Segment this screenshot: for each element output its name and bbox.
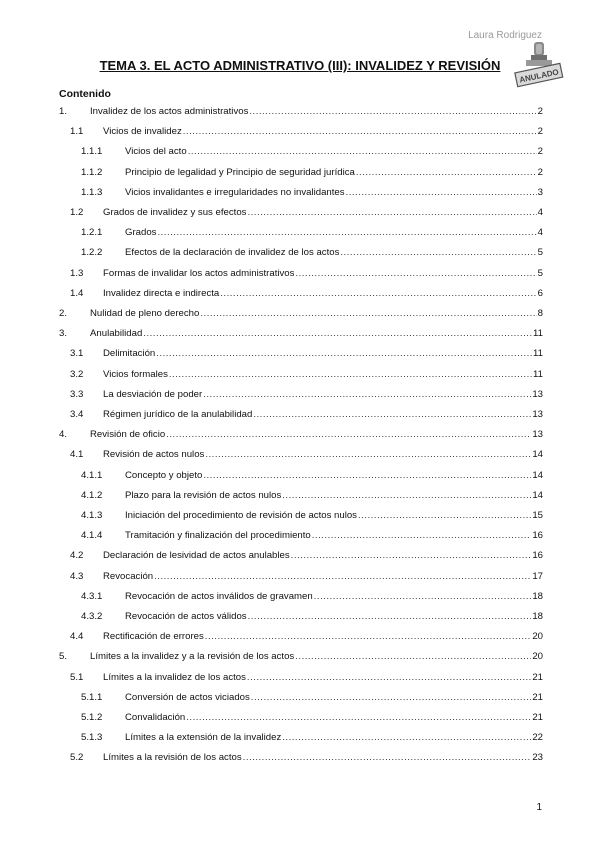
toc-entry-page: 23: [532, 752, 543, 764]
toc-entry-line: [90, 324, 543, 344]
toc-dot-leader: [220, 284, 536, 304]
toc-entry-title: Plazo para la revisión de actos nulos: [125, 489, 282, 501]
toc-entry-line: [103, 668, 543, 688]
toc-dot-leader: [157, 223, 536, 243]
toc-dot-leader: [203, 385, 531, 405]
anulado-stamp-icon: [514, 40, 564, 88]
toc-entry[interactable]: [0, 546, 600, 566]
toc-entry-title: Vicios formales: [103, 368, 168, 380]
toc-entry-title: Vicios de invalidez: [103, 126, 182, 138]
toc-entry-page: 22: [532, 732, 543, 744]
toc-entry-title: Revocación de actos inválidos de gravamen: [125, 590, 313, 602]
toc-dot-leader: [166, 425, 531, 445]
toc-entry[interactable]: [0, 486, 600, 506]
toc-entry-line: [90, 102, 543, 122]
toc-entry-line: [125, 506, 543, 526]
toc-entry-page: 4: [537, 227, 543, 239]
toc-entry-page: 5: [537, 267, 543, 279]
toc-entry[interactable]: [0, 748, 600, 768]
toc-entry-page: 16: [532, 550, 543, 562]
toc-entry-line: [90, 647, 543, 667]
toc-entry-line: [103, 122, 543, 142]
toc-dot-leader: [205, 627, 532, 647]
toc-entry-number: 4.3: [70, 570, 84, 582]
toc-entry-page: 6: [537, 287, 543, 299]
toc-entry-page: 11: [533, 348, 543, 360]
toc-entry-line: [103, 385, 543, 405]
toc-entry-title: Límites a la invalidez de los actos: [103, 671, 246, 683]
toc-entry[interactable]: [0, 506, 600, 526]
toc-entry[interactable]: [0, 122, 600, 142]
toc-entry-title: Convalidación: [125, 712, 186, 723]
toc-entry-title: Iniciación del procedimiento de revisión de actos nulos: [125, 510, 357, 521]
toc-entry[interactable]: [0, 284, 600, 304]
toc-entry-line: [125, 688, 543, 708]
toc-entry-line: [103, 365, 543, 385]
toc-entry[interactable]: [0, 183, 600, 203]
toc-entry[interactable]: [0, 567, 600, 587]
toc-entry-number: 4.1.4: [81, 530, 103, 542]
toc-entry-line: [125, 243, 543, 263]
toc-entry-page: 8: [537, 308, 543, 319]
author-header: Laura Rodriguez: [468, 30, 542, 41]
toc-entry-line: [125, 163, 543, 183]
toc-entry-title: La desviación de poder: [103, 388, 203, 400]
toc-entry-title: Revisión de actos nulos: [103, 449, 205, 461]
toc-entry-line: [125, 587, 543, 607]
toc-entry[interactable]: [0, 587, 600, 607]
toc-entry-title: Límites a la extensión de la invalidez: [125, 732, 282, 744]
toc-entry-number: 4.4: [70, 631, 84, 643]
toc-entry-title: Concepto y objeto: [125, 469, 203, 481]
toc-entry-number: 3.: [59, 328, 68, 340]
toc-entry-line: [125, 708, 543, 728]
toc-entry-number: 3.1: [70, 348, 84, 360]
toc-entry[interactable]: [0, 425, 600, 445]
toc-entry-title: Revisión de oficio: [90, 429, 166, 441]
toc-entry-number: 2.: [59, 308, 68, 319]
toc-entry-line: [103, 567, 543, 587]
toc-dot-leader: [248, 607, 532, 627]
toc-entry[interactable]: [0, 445, 600, 465]
toc-dot-leader: [154, 567, 531, 587]
toc-entry-page: 2: [537, 106, 543, 117]
toc-entry-number: 5.1.1: [81, 691, 103, 703]
toc-entry-line: [90, 304, 543, 324]
toc-entry-line: [125, 526, 543, 546]
toc-entry-page: 2: [537, 126, 543, 138]
toc-entry[interactable]: [0, 405, 600, 425]
toc-entry-title: Anulabilidad: [90, 328, 143, 340]
toc-entry-number: 4.1: [70, 449, 84, 461]
toc-dot-leader: [143, 324, 532, 344]
toc-dot-leader: [186, 708, 531, 728]
toc-entry[interactable]: [0, 466, 600, 486]
toc-entry-line: [103, 546, 543, 566]
toc-entry-line: [125, 607, 543, 627]
toc-entry[interactable]: [0, 324, 600, 344]
toc-entry-title: Delimitación: [103, 348, 156, 360]
stamp-label: ANULADO: [518, 67, 560, 85]
document-title: TEMA 3. EL ACTO ADMINISTRATIVO (III): INVALIDEZ Y REVISIÓN: [99, 58, 501, 73]
toc-entry-title: Límites a la invalidez y a la revisión de los actos: [90, 651, 295, 663]
toc-entry-page: 2: [537, 166, 543, 178]
toc-dot-leader: [205, 445, 531, 465]
toc-entry-title: Régimen jurídico de la anulabilidad: [103, 409, 253, 420]
toc-entry[interactable]: [0, 102, 600, 122]
toc-dot-leader: [247, 668, 531, 688]
toc-dot-leader: [156, 344, 532, 364]
toc-entry[interactable]: [0, 264, 600, 284]
toc-entry-page: 20: [532, 651, 543, 663]
toc-dot-leader: [356, 163, 537, 183]
toc-dot-leader: [169, 365, 532, 385]
toc-entry-page: 11: [533, 368, 543, 380]
toc-entry-title: Revocación de actos válidos: [125, 611, 247, 622]
toc-dot-leader: [295, 647, 531, 667]
toc-entry-page: 20: [532, 631, 543, 643]
toc-entry-page: 18: [532, 611, 543, 622]
toc-dot-leader: [249, 102, 536, 122]
toc-entry-line: [103, 344, 543, 364]
toc-entry-page: 21: [532, 691, 543, 703]
toc-entry[interactable]: [0, 142, 600, 162]
toc-entry-title: Rectificación de errores: [103, 631, 204, 643]
toc-entry[interactable]: [0, 607, 600, 627]
toc-entry-title: Nulidad de pleno derecho: [90, 308, 200, 319]
toc-entry-page: 18: [532, 590, 543, 602]
toc-entry[interactable]: [0, 627, 600, 647]
toc-entry-page: 5: [537, 247, 543, 259]
toc-entry-number: 1.1.1: [81, 146, 103, 158]
toc-dot-leader: [282, 486, 531, 506]
toc-entry-number: 5.1: [70, 671, 84, 683]
toc-dot-leader: [340, 243, 536, 263]
toc-entry-title: Límites a la revisión de los actos: [103, 752, 242, 764]
toc-entry-number: 5.2: [70, 752, 84, 764]
toc-dot-leader: [200, 304, 536, 324]
toc-dot-leader: [314, 587, 532, 607]
toc-entry-line: [125, 466, 543, 486]
toc-dot-leader: [358, 506, 531, 526]
toc-entry-title: Efectos de la declaración de invalidez de los actos: [125, 247, 340, 259]
toc-dot-leader: [188, 142, 537, 162]
toc-dot-leader: [312, 526, 532, 546]
toc-entry-number: 4.: [59, 429, 68, 441]
toc-entry-line: [125, 142, 543, 162]
toc-entry-number: 4.2: [70, 550, 84, 562]
toc-entry-line: [103, 445, 543, 465]
toc-entry-title: Vicios invalidantes e irregularidades no invalidantes: [125, 186, 345, 198]
toc-entry-number: 1.3: [70, 267, 84, 279]
toc-entry-number: 1.1.3: [81, 186, 103, 198]
toc-entry-number: 1.2: [70, 207, 84, 218]
toc-dot-leader: [251, 688, 532, 708]
toc-entry[interactable]: [0, 203, 600, 223]
toc-entry-title: Grados: [125, 227, 157, 239]
toc-dot-leader: [247, 203, 536, 223]
toc-entry[interactable]: [0, 708, 600, 728]
toc-entry-page: 4: [537, 207, 543, 218]
toc-entry-number: 1.2.1: [81, 227, 103, 239]
toc-entry-title: Invalidez de los actos administrativos: [90, 106, 249, 117]
toc-entry[interactable]: [0, 223, 600, 243]
toc-entry[interactable]: [0, 647, 600, 667]
toc-entry-page: 21: [532, 671, 543, 683]
toc-entry-line: [103, 284, 543, 304]
toc-heading: Contenido: [59, 88, 111, 100]
toc-dot-leader: [282, 728, 531, 748]
toc-entry-title: Conversión de actos viciados: [125, 691, 250, 703]
toc-entry[interactable]: [0, 344, 600, 364]
toc-entry-page: 14: [532, 489, 543, 501]
toc-entry[interactable]: [0, 688, 600, 708]
toc-dot-leader: [346, 183, 537, 203]
toc-entry-number: 4.1.2: [81, 489, 103, 501]
toc-entry-title: Formas de invalidar los actos administrativos: [103, 267, 295, 279]
toc-entry-number: 3.3: [70, 388, 84, 400]
toc-entry[interactable]: [0, 385, 600, 405]
toc-dot-leader: [183, 122, 537, 142]
toc-entry-number: 1.1.2: [81, 166, 103, 178]
toc-entry[interactable]: [0, 526, 600, 546]
toc-entry-page: 3: [537, 186, 543, 198]
toc-entry-page: 11: [533, 328, 543, 340]
toc-entry-number: 5.1.3: [81, 732, 103, 744]
toc-entry-number: 1.4: [70, 287, 84, 299]
toc-dot-leader: [253, 405, 531, 425]
toc-entry[interactable]: [0, 304, 600, 324]
toc-entry[interactable]: [0, 728, 600, 748]
toc-entry-page: 14: [532, 449, 543, 461]
toc-entry-line: [103, 748, 543, 768]
toc-entry-page: 17: [532, 570, 543, 582]
toc-entry-page: 15: [532, 510, 543, 521]
toc-dot-leader: [243, 748, 532, 768]
toc-entry-page: 13: [532, 388, 543, 400]
toc-entry-number: 4.1.1: [81, 469, 103, 481]
toc-entry-number: 5.: [59, 651, 68, 663]
toc-entry-page: 16: [532, 530, 543, 542]
toc-entry-number: 3.2: [70, 368, 84, 380]
toc-entry-line: [125, 728, 543, 748]
toc-entry-page: 2: [537, 146, 543, 158]
toc-entry-title: Invalidez directa e indirecta: [103, 287, 220, 299]
toc-entry-number: 1.2.2: [81, 247, 103, 259]
toc-entry-page: 13: [532, 409, 543, 420]
toc-entry[interactable]: [0, 365, 600, 385]
page-number: 1: [536, 802, 542, 813]
toc-entry-title: Revocación: [103, 570, 154, 582]
toc-entry-line: [103, 203, 543, 223]
toc-entry-number: 4.3.2: [81, 611, 103, 622]
toc-entry-number: 1.1: [70, 126, 84, 138]
toc-entry-title: Principio de legalidad y Principio de seguridad jurídica: [125, 166, 355, 178]
toc-entry-line: [90, 425, 543, 445]
toc-entry[interactable]: [0, 668, 600, 688]
toc-entry-number: 4.1.3: [81, 510, 103, 521]
toc-entry-title: Grados de invalidez y sus efectos: [103, 207, 247, 218]
toc-entry-page: 14: [532, 469, 543, 481]
toc-entry-line: [125, 223, 543, 243]
toc-entry-page: 13: [532, 429, 543, 441]
toc-entry-page: 21: [532, 712, 543, 723]
toc-entry-number: 3.4: [70, 409, 84, 420]
toc-entry-number: 5.1.2: [81, 712, 103, 723]
toc-entry-line: [103, 405, 543, 425]
toc-entry-title: Tramitación y finalización del procedimiento: [125, 530, 311, 542]
toc-entry-title: Vicios del acto: [125, 146, 187, 158]
toc-entry-number: 1.: [59, 106, 68, 117]
toc-entry-title: Declaración de lesividad de actos anulables: [103, 550, 290, 562]
toc-entry-line: [125, 486, 543, 506]
toc-entry[interactable]: [0, 163, 600, 183]
toc-entry-line: [125, 183, 543, 203]
toc-dot-leader: [203, 466, 531, 486]
toc-dot-leader: [295, 264, 536, 284]
toc-dot-leader: [291, 546, 532, 566]
toc-entry-line: [103, 264, 543, 284]
toc-entry-line: [103, 627, 543, 647]
toc-entry-number: 4.3.1: [81, 590, 103, 602]
toc-entry[interactable]: [0, 243, 600, 263]
